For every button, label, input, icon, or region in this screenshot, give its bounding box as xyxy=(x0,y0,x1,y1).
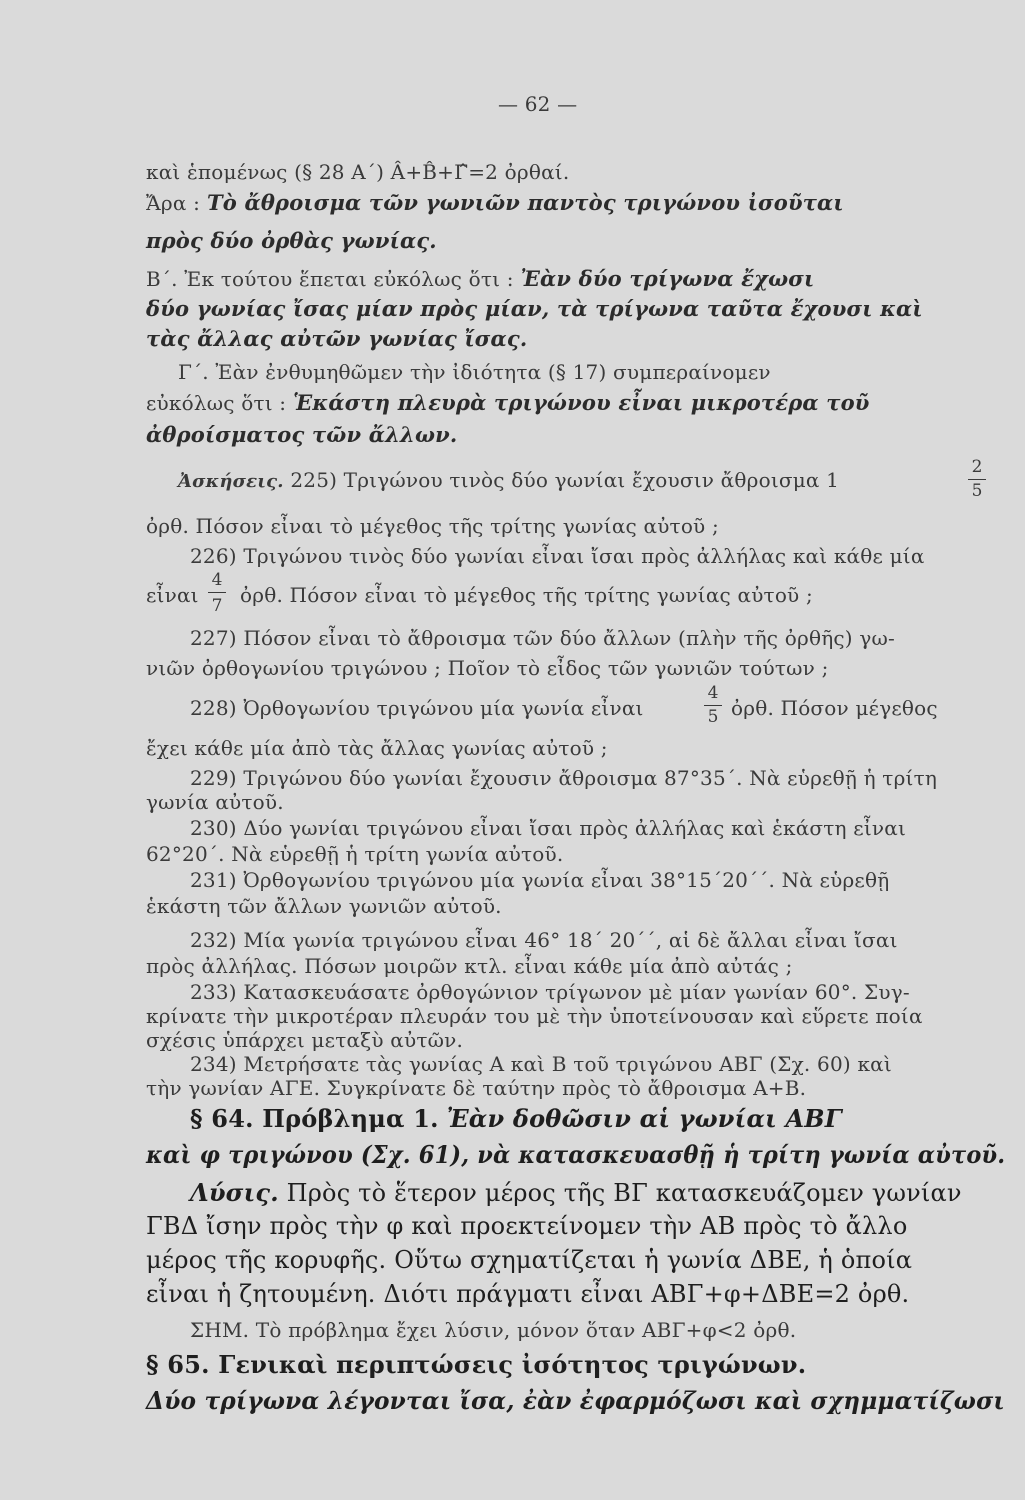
text-line-2-prefix: Ἄρα : xyxy=(146,191,201,215)
definition-line: Δύο τρίγωνα λέγονται ἴσα, ἐὰν ἐφαρμόζωσι καὶ σχημματίζωσι xyxy=(146,1386,1005,1415)
exercise-232-cont: πρὸς ἀλλήλας. Πόσων μοιρῶν κτλ. εἶναι κάθε μία ἀπὸ αὐτάς ; xyxy=(146,954,793,978)
exercise-228-cont: ἔχει κάθε μία ἀπὸ τὰς ἄλλας γωνίας αὐτοῦ ; xyxy=(146,736,608,760)
text-line-2 xyxy=(146,190,844,215)
fraction-225-num: 2 xyxy=(971,457,983,477)
text-line-4 xyxy=(146,266,814,291)
exercise-225-text: 225) Τριγώνου τινὸς δύο γωνίαι ἔχουσιν ἄθροισμα 1 xyxy=(290,468,840,492)
exercise-230: 230) Δύο γωνίαι τριγώνου εἶναι ἴσαι πρὸς ἀλλήλας καὶ ἑκάστη εἶναι xyxy=(190,816,906,840)
fraction-225-bar xyxy=(968,479,986,480)
exercise-231: 231) Ὀρθογωνίου τριγώνου μία γωνία εἶναι 38°15΄20΄΄. Νὰ εὑρεθῇ xyxy=(190,868,890,892)
page-number: — 62 — xyxy=(498,92,578,116)
exercise-227-cont: νιῶν ὀρθογωνίου τριγώνου ; Ποῖον τὸ εἶδος τῶν γωνιῶν τούτων ; xyxy=(146,656,829,680)
fraction-225-den: 5 xyxy=(971,481,983,501)
section-64-title: § 64. Πρόβλημα 1. xyxy=(190,1104,439,1133)
theorem-statement: Τὸ ἄθροισμα τῶν γωνιῶν παντὸς τριγώνου ἰσοῦται xyxy=(206,190,844,215)
corollary-b: Ἐὰν δύο τρίγωνα ἔχωσι xyxy=(520,266,815,291)
text-line-4-prefix: Β΄. Ἐκ τούτου ἕπεται εὐκόλως ὅτι : xyxy=(146,267,514,291)
section-64-problem-cont: καὶ φ τριγώνου (Σχ. 61), νὰ κατασκευασθῇ ἡ τρίτη γωνία αὐτοῦ. xyxy=(146,1140,1006,1169)
section-64-problem: Ἐὰν δοθῶσιν αἱ γωνίαι ΑΒΓ xyxy=(446,1104,843,1133)
note-line: ΣΗΜ. Τὸ πρόβλημα ἔχει λύσιν, μόνον ὅταν ΑΒΓ+φ<2 ὀρθ. xyxy=(190,1318,797,1342)
text-line-9: ἀθροίσματος τῶν ἄλλων. xyxy=(146,422,458,447)
exercise-233-cont2: σχέσις ὑπάρχει μεταξὺ αὐτῶν. xyxy=(146,1028,464,1052)
exercise-233: 233) Κατασκευάσατε ὀρθογώνιον τρίγωνον μὲ μίαν γωνίαν 60°. Συγ- xyxy=(190,980,910,1004)
solution-label: Λύσις. xyxy=(190,1178,279,1207)
exercise-234: 234) Μετρήσατε τὰς γωνίας Α καὶ Β τοῦ τριγώνου ΑΒΓ (Σχ. 60) καὶ xyxy=(190,1052,892,1076)
solution-line-4: εἶναι ἡ ζητουμένη. Διότι πράγματι εἶναι ΑΒΓ+φ+ΔΒΕ=2 ὀρθ. xyxy=(146,1280,910,1308)
exercise-229: 229) Τριγώνου δύο γωνίαι ἔχουσιν ἄθροισμα 87°35΄. Νὰ εὑρεθῇ ἡ τρίτη xyxy=(190,766,938,790)
section-64-heading xyxy=(190,1104,842,1133)
text-line-6: τὰς ἄλλας αὐτῶν γωνίας ἴσας. xyxy=(146,326,528,351)
text-line-3: πρὸς δύο ὀρθὰς γωνίας. xyxy=(146,228,437,253)
exercise-226: 226) Τριγώνου τινὸς δύο γωνίαι εἶναι ἴσαι πρὸς ἀλλήλας καὶ κάθε μία xyxy=(190,544,925,568)
solution-line-3: μέρος τῆς κορυφῆς. Οὕτω σχηματίζεται ἡ γωνία ΔΒΕ, ἡ ὁποία xyxy=(146,1246,913,1274)
exercise-233-cont: κρίνατε τὴν μικροτέραν πλευράν του μὲ τὴν ὑποτείνουσαν καὶ εὕρετε ποία xyxy=(146,1004,923,1028)
exercise-229-cont: γωνία αὐτοῦ. xyxy=(146,790,284,814)
fraction-228-num: 4 xyxy=(707,683,719,703)
exercise-225 xyxy=(178,468,839,492)
fraction-226-bar xyxy=(208,592,226,593)
fraction-226-num: 4 xyxy=(211,570,223,590)
solution-line-2: ΓΒΔ ἴσην πρὸς τὴν φ καὶ προεκτείνομεν τὴν ΑΒ πρὸς τὸ ἄλλο xyxy=(146,1212,908,1240)
solution-line-1 xyxy=(190,1178,962,1207)
text-line-5: δύο γωνίας ἴσας μίαν πρὸς μίαν, τὰ τρίγωνα ταῦτα ἔχουσι καὶ xyxy=(146,296,923,321)
exercise-234-cont: τὴν γωνίαν ΑΓΕ. Συγκρίνατε δὲ ταύτην πρὸς τὸ ἄθροισμα Α+Β. xyxy=(146,1076,807,1100)
fraction-228-den: 5 xyxy=(707,707,719,727)
text-line-7: Γ΄. Ἐὰν ἐνθυμηθῶμεν τὴν ἰδιότητα (§ 17) συμπεραίνομεν xyxy=(178,360,771,384)
exercise-232: 232) Μία γωνία τριγώνου εἶναι 46° 18΄ 20΄΄, αἱ δὲ ἄλλαι εἶναι ἴσαι xyxy=(190,928,898,952)
text-line-8 xyxy=(146,390,870,415)
exercise-226-pre: εἶναι xyxy=(146,583,199,607)
exercise-228-post: ὀρθ. Πόσον μέγεθος xyxy=(731,696,938,720)
exercise-225-cont: ὀρθ. Πόσον εἶναι τὸ μέγεθος τῆς τρίτης γωνίας αὐτοῦ ; xyxy=(146,514,719,538)
exercise-231-cont: ἑκάστη τῶν ἄλλων γωνιῶν αὐτοῦ. xyxy=(146,894,502,918)
exercise-227: 227) Πόσον εἶναι τὸ ἄθροισμα τῶν δύο ἄλλων (πλὴν τῆς ὀρθῆς) γω- xyxy=(190,626,895,650)
exercise-230-cont: 62°20΄. Νὰ εὑρεθῇ ἡ τρίτη γωνία αὐτοῦ. xyxy=(146,842,564,866)
solution-text-1: Πρὸς τὸ ἕτερον μέρος τῆς ΒΓ κατασκευάζομεν γωνίαν xyxy=(286,1179,962,1207)
text-line-1: καὶ ἑπομένως (§ 28 Α΄) Â+B̂+Γ̂=2 ὀρθαί. xyxy=(146,160,570,184)
fraction-226-den: 7 xyxy=(211,596,223,616)
exercise-228: 228) Ὀρθογωνίου τριγώνου μία γωνία εἶναι xyxy=(190,696,644,720)
fraction-228-bar xyxy=(704,705,722,706)
exercise-226-cont: ὀρθ. Πόσον εἶναι τὸ μέγεθος τῆς τρίτης γωνίας αὐτοῦ ; xyxy=(240,583,813,607)
exercises-heading: Ἀσκήσεις. xyxy=(178,471,284,492)
section-65-heading: § 65. Γενικαὶ περιπτώσεις ἰσότητος τριγώνων. xyxy=(146,1350,807,1379)
text-line-8-prefix: εὐκόλως ὅτι : xyxy=(146,391,287,415)
corollary-c: Ἑκάστη πλευρὰ τριγώνου εἶναι μικροτέρα τοῦ xyxy=(293,390,870,415)
